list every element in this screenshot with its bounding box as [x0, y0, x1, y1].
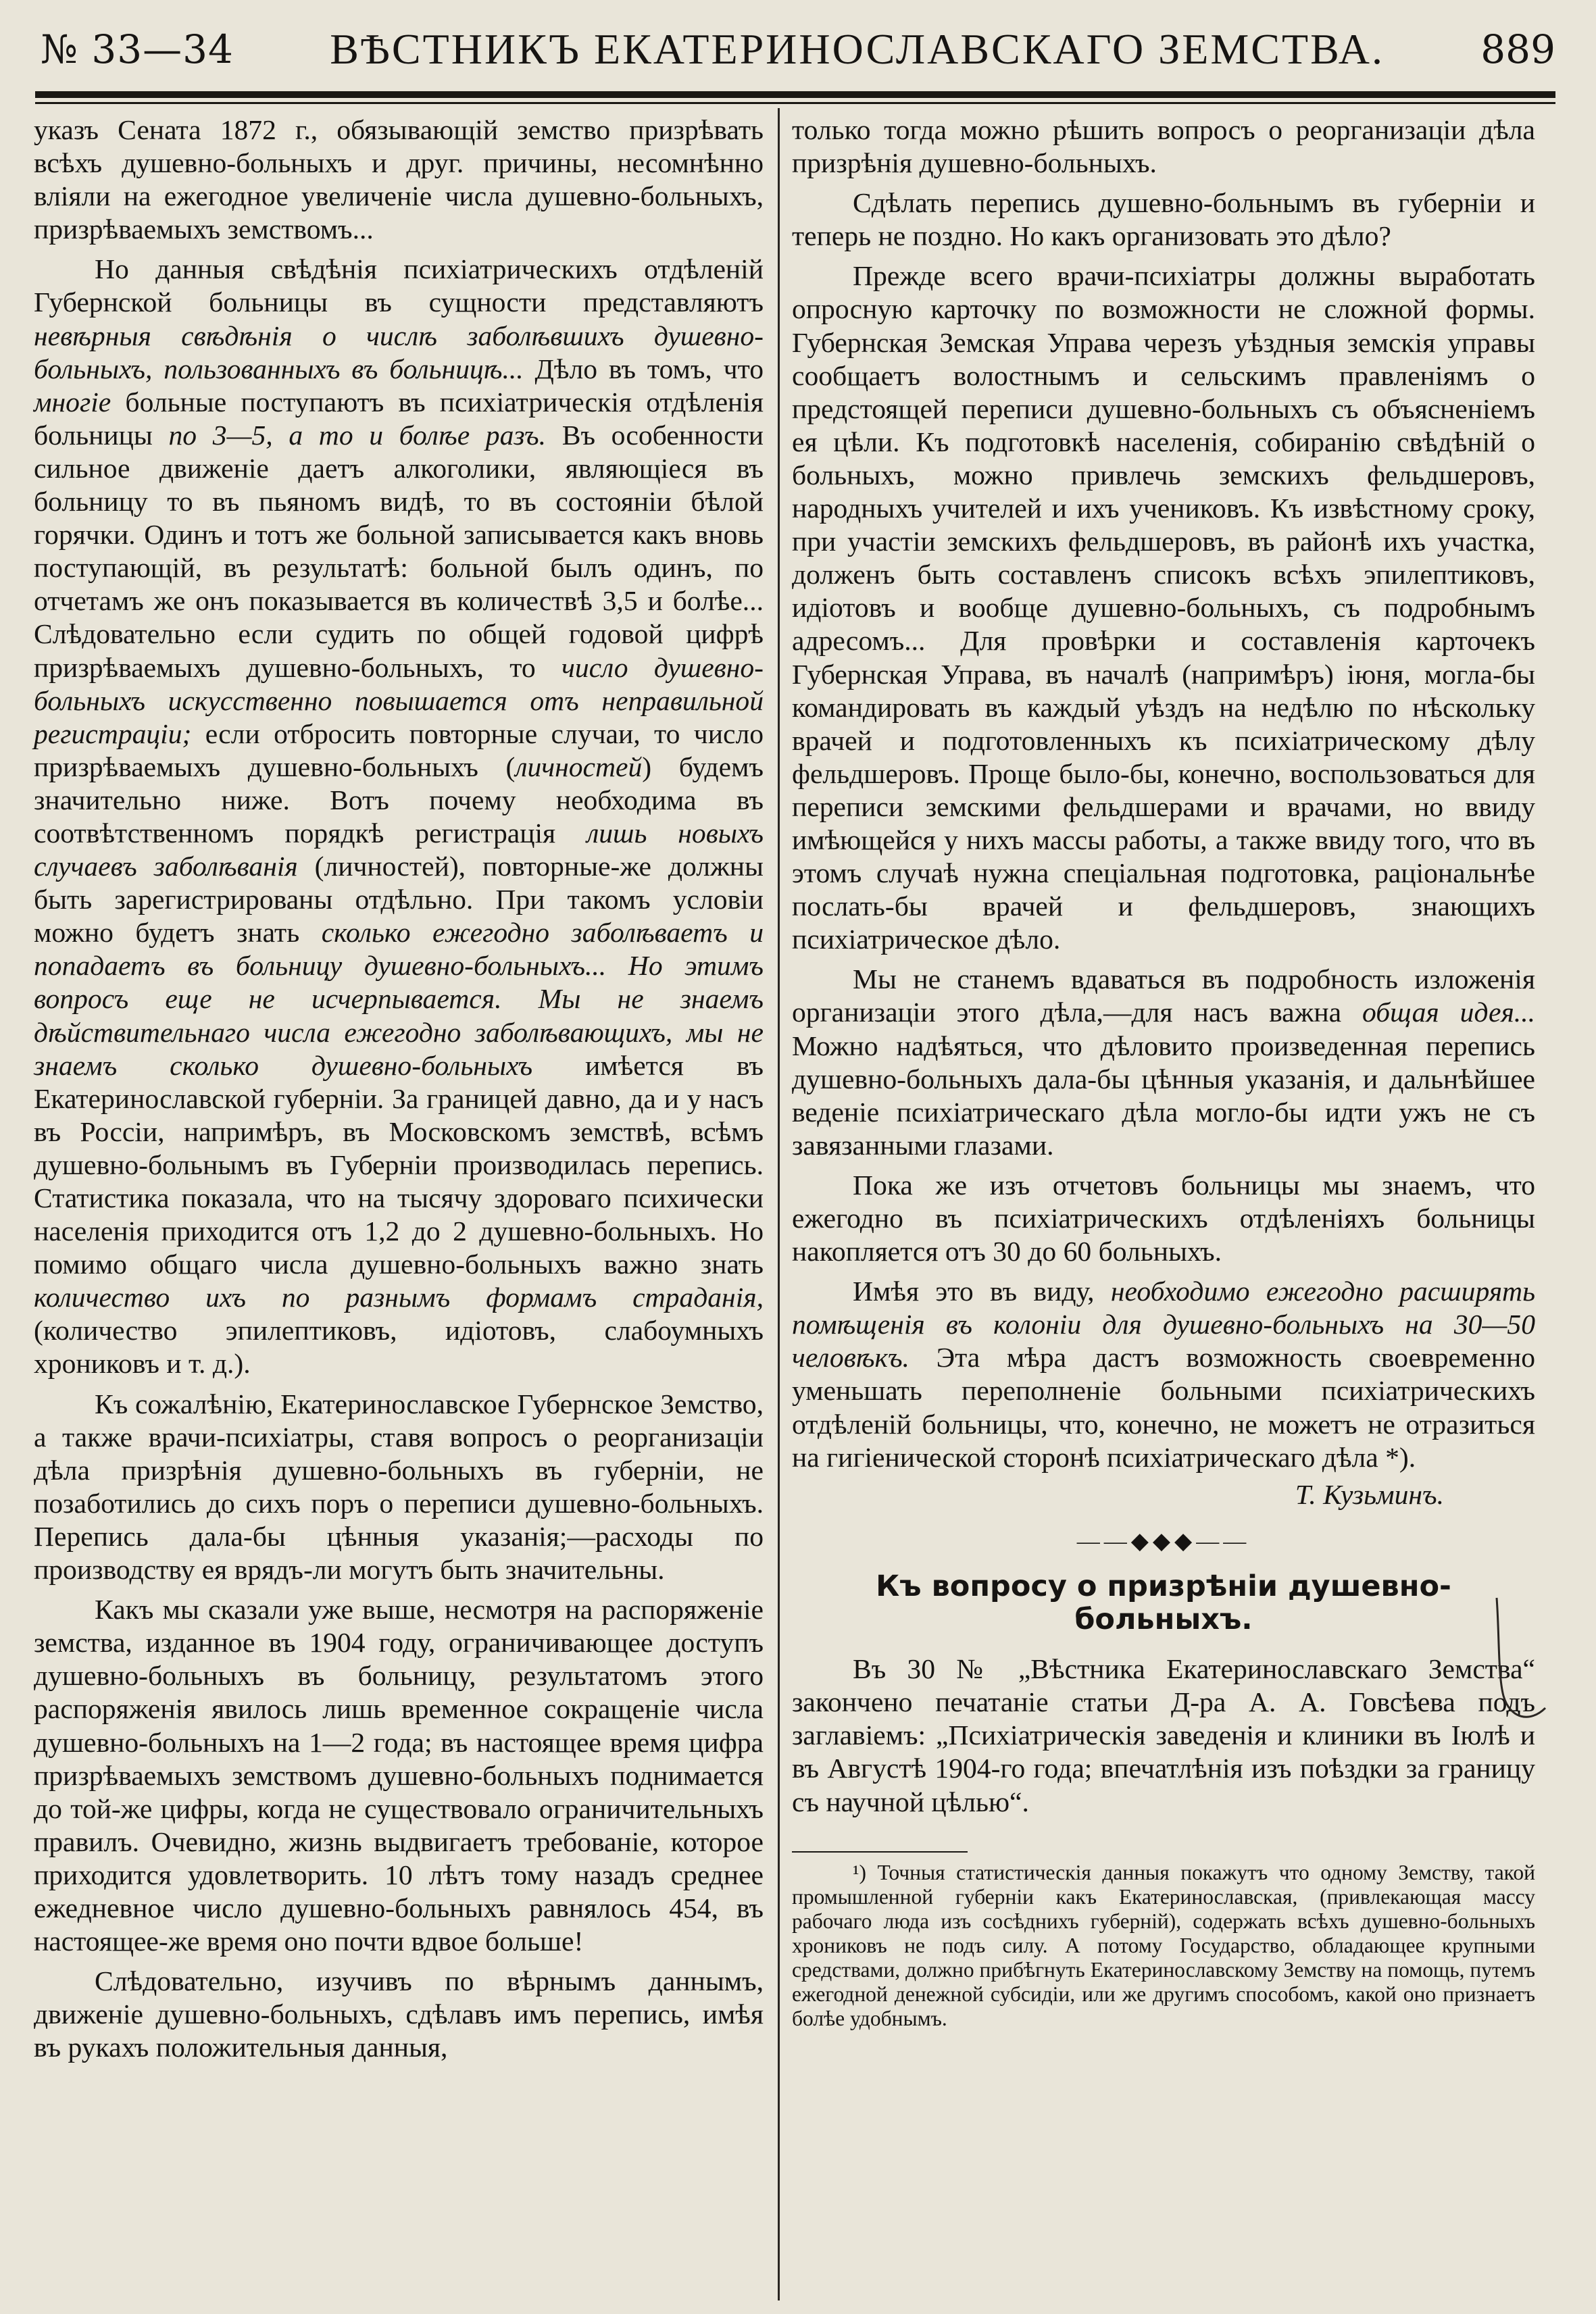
text-run: (личностей), повторные-же должны быть зарегистрированы отдѣльно. При такомъ условіи можно будетъ знать: [34, 851, 764, 949]
page-header: [41, 12, 1555, 86]
right-paragraph-5: Пока же изъ отчетовъ больницы мы знаемъ, что ежегодно въ психіатрическихъ отдѣленіяхъ больницы накопляется отъ 30 до 60 больныхъ.: [792, 1169, 1535, 1267]
page-number: 889: [1480, 26, 1555, 72]
issue-number: № 33—34: [41, 26, 234, 72]
right-paragraph-3: Прежде всего врачи-психіатры должны выработать опросную карточку по возможности не сложной формы. Губернская Земская Управа черезъ уѣздныя земскія управы сообщаетъ волостнымъ и сельскимъ правленіямъ о предстоящей переписи душевно-больныхъ съ объясненіемъ ея цѣли. Къ подготовкѣ населенія, собиранію свѣдѣній о больныхъ, можно привлечь земскихъ фельдшеровъ, народныхъ учителей и ихъ учениковъ. Къ извѣстному сроку, при участіи земскихъ фельдшеровъ, въ районѣ ихъ участка, долженъ быть составленъ списокъ всѣхъ эпилептиковъ, идіотовъ и вообще душевно-больныхъ, съ подробнымъ адресомъ... Для провѣрки и составленія карточекъ Губернская Управа, въ началѣ (напримѣръ) іюня, могла-бы командировать въ каждый уѣздъ на недѣлю по нѣскольку врачей и подготовленныхъ къ психіатрическому дѣлу фельдшеровъ. Проще было-бы, конечно, воспользоваться для переписи земскими фельдшерами и врачами, но ввиду имѣющейся у нихъ массы работы, а также ввиду того, что въ этомъ случаѣ нужна спеціальная подготовка, раціональнѣе послать-бы врачей и фельдшеровъ, знающихъ психіатрическое дѣло.: [792, 260, 1535, 955]
text-run: Но данныя свѣдѣнія психіатрическихъ отдѣленій Губернской больницы въ сущности представляютъ: [34, 253, 764, 318]
text-run: больные поступаютъ въ психіатрическія отдѣленія больницы: [34, 386, 764, 451]
text-run: Въ особенности сильное движеніе даетъ алкоголики, являющіеся въ больницу то въ пьяномъ видѣ, то въ состояніи бѣлой горячки. Одинъ и тотъ же больной записывается какъ вновь поступающій, въ результатѣ: больной былъ одинъ, по отчетамъ же онъ показывается въ количествѣ 3,5 и болѣе... Слѣдовательно если судить по общей годовой цифрѣ призрѣваемыхъ душевно-больныхъ, то: [34, 419, 764, 683]
footnote-rule: [792, 1851, 968, 1853]
italic-run: необходимо ежегодно расширять помѣщенія въ колоніи для душевно-больныхъ на 30—50 человѣкъ.: [792, 1276, 1535, 1374]
text-run: ) будемъ значительно ниже. Вотъ почему необходима въ соотвѣтственномъ порядкѣ регистрація: [34, 751, 764, 849]
header-rule-thick: [35, 91, 1555, 98]
left-paragraph-5: Слѣдовательно, изучивъ по вѣрнымъ даннымъ, движеніе душевно-больныхъ, сдѣлавъ имъ перепись, имѣя въ рукахъ положительныя данныя,: [34, 1965, 764, 2063]
author-signature: Т. Кузьминъ.: [1295, 1478, 1444, 1510]
text-run: если отбросить повторные случаи, то число призрѣваемыхъ душевно-больныхъ (: [34, 718, 764, 782]
section-ornament: ——◆◆◆——: [1076, 1528, 1251, 1554]
italic-run: невѣрныя свѣдѣнія о числѣ заболѣвшихъ душевно-больныхъ, пользованныхъ въ больницѣ...: [34, 320, 764, 384]
right-paragraph-6: [792, 1275, 1535, 1474]
italic-run: общая идея...: [1362, 997, 1536, 1028]
italic-run: лишь новыхъ случаевъ заболѣванія: [34, 817, 764, 882]
italic-run: количество ихъ по разнымъ формамъ страданія,: [34, 1282, 764, 1313]
text-run: Мы не станемъ вдаваться въ подробность изложенія организаціи этого дѣла,—для насъ важна: [792, 963, 1535, 1028]
italic-run: сколько ежегодно заболѣваетъ и попадаетъ въ больницу душевно-больныхъ... Но этимъ вопросъ еще не исчерпывается. Мы не знаемъ дѣйствительнаго числа ежегодно заболѣвающихъ, мы не знаемъ сколько душевно-больныхъ: [34, 917, 764, 1081]
section-title: Къ вопросу о призрѣніи душевно-больныхъ.: [876, 1569, 1451, 1637]
italic-run: многіе: [34, 386, 111, 418]
header-rule-thin: [35, 102, 1555, 104]
text-run: Можно надѣяться, что дѣловито произведенная перепись душевно-больныхъ дала-бы цѣнныя указанія, и дальнѣйшее веденіе психіатрическаго дѣла могло-бы идти ужъ не съ завязанными глазами.: [792, 1030, 1535, 1161]
text-run: имѣется въ Екатеринославской губерніи. За границей давно, да и у насъ въ Россіи, напримѣръ, въ Московскомъ земствѣ, всѣмъ душевно-больнымъ въ Губерніи производилась перепись. Статистика показала, что на тысячу здороваго психически населенія приходится отъ 1,2 до 2 душевно-больныхъ. Но помимо общаго числа душевно-больныхъ важно знать: [34, 1049, 764, 1280]
right-paragraph-4: [792, 963, 1535, 1162]
left-paragraph-4: Какъ мы сказали уже выше, несмотря на распоряженіе земства, изданное въ 1904 году, ограничивающее доступъ душевно-больныхъ въ больницу, результатомъ этого распоряженія явилось лишь временное сокращеніе числа душевно-больныхъ на 1—2 года; въ настоящее время цифра призрѣваемыхъ земствомъ душевно-больныхъ поднимается до той-же цифры, когда не существовало ограничительныхъ правилъ. Очевидно, жизнь выдвигаетъ требованіе, которое приходится удовлетворить. 10 лѣтъ тому назадъ среднее ежедневное число душевно-больныхъ равнялось 454, въ настоящее-же время оно почти вдвое больше!: [34, 1594, 764, 1957]
right-paragraph-2: Сдѣлать перепись душевно-больнымъ въ губерніи и теперь не поздно. Но какъ организовать это дѣло?: [792, 187, 1535, 252]
text-run: Эта мѣра дастъ возможность своевременно уменьшать переполненіе больными психіатрическихъ отдѣленій больницы, что, конечно, не можетъ не отразиться на гигіенической сторонѣ психіатрическаго дѣла *).: [792, 1342, 1535, 1473]
text-run: (количество эпилептиковъ, идіотовъ, слабоумныхъ хрониковъ и т. д.).: [34, 1315, 764, 1380]
pencil-mark-icon: [1490, 1594, 1551, 1730]
italic-run: по 3—5, а то и болѣе разъ.: [168, 419, 547, 451]
text-run: Имѣя это въ виду,: [853, 1276, 1111, 1307]
italic-run: личностей: [515, 751, 643, 782]
italic-run: число душевно-больныхъ искусственно повышается отъ неправильной регистраціи;: [34, 651, 764, 749]
right-paragraph-7: Въ 30 № „Вѣстника Екатеринославскаго Земства“ закончено печатаніе статьи Д-ра А. А. Говсѣева подъ заглавіемъ: „Психіатрическія заведенія и клиники въ Іюлѣ и въ Августѣ 1904-го года; впечатлѣнія изъ поѣздки за границу съ научной цѣлью“.: [792, 1653, 1535, 1817]
left-paragraph-2: [34, 253, 764, 1380]
column-divider: [778, 108, 780, 2300]
left-column: [34, 114, 764, 2071]
right-column: [792, 114, 1535, 2038]
right-paragraph-1: только тогда можно рѣшить вопросъ о реорганизаціи дѣла призрѣнія душевно-больныхъ.: [792, 114, 1535, 179]
left-paragraph-1: указъ Сената 1872 г., обязывающій земство призрѣвать всѣхъ душевно-больныхъ и друг. причины, несомнѣнно вліяли на ежегодное увеличеніе числа душевно-больныхъ, призрѣваемыхъ земствомъ...: [34, 114, 764, 245]
footnote: ¹) Точныя статистическія данныя покажутъ что одному Земству, такой промышленной губерніи какъ Екатеринославская, (привлекающая массу рабочаго люда изъ сосѣднихъ губерній), содержать всѣхъ душевно-больныхъ хрониковъ не подъ силу. А потому Государство, обладающее крупными средствами, должно прибѣгнуть Екатеринославскому Земству на помощь, путемъ ежегодной денежной субсидіи, или же другимъ способомъ, какой оно признаетъ болѣе удобнымъ.: [792, 1860, 1535, 2030]
text-run: Дѣло въ томъ, что: [523, 353, 764, 384]
left-paragraph-3: Къ сожалѣнію, Екатеринославское Губернское Земство, а также врачи-психіатры, ставя вопросъ о реорганизаціи дѣла призрѣнія душевно-больныхъ въ губерніи, не позаботились до сихъ поръ о переписи душевно-больныхъ. Перепись дала-бы цѣнныя указанія;—расходы по производству ея врядъ-ли могутъ быть значительны.: [34, 1388, 764, 1586]
journal-title: ВѢСТНИКЪ ЕКАТЕРИНОСЛАВСКАГО ЗЕМСТВА.: [330, 25, 1385, 73]
